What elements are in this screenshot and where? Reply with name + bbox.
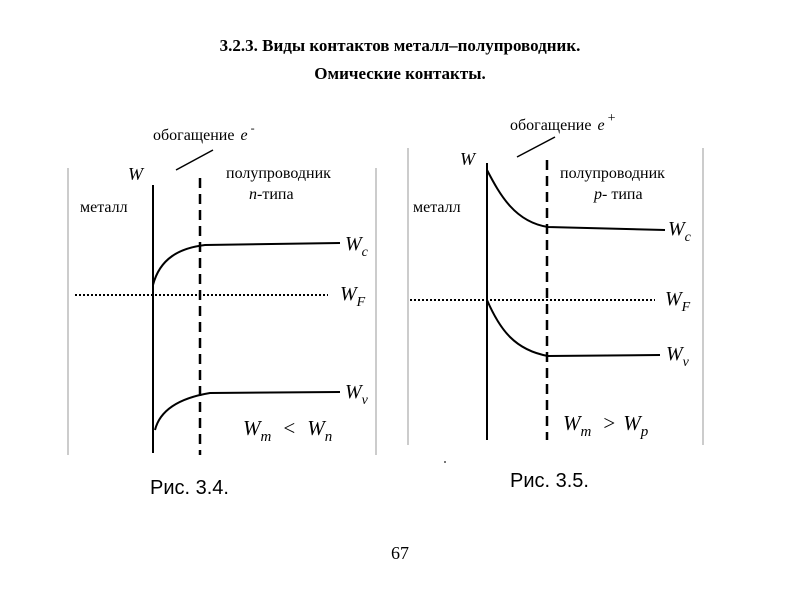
slide-title-line-2: Омические контакты. [314, 64, 486, 83]
work-function-relation: $W_m > W_p$ [563, 411, 649, 440]
metal-label: металл [80, 199, 128, 216]
figure-caption-right: Рис. 3.5. [510, 470, 589, 492]
semiconductor-type-label: n-типа [249, 186, 294, 203]
stray-dot [444, 461, 446, 463]
figure-caption-left: Рис. 3.4. [150, 477, 229, 499]
valence-band-label: $W_v$ [345, 381, 368, 408]
fermi-level-label: $W_F$ [340, 283, 366, 310]
page-number: 67 [391, 543, 409, 563]
enrichment-label: обогащение e + [510, 111, 616, 134]
semiconductor-type-label: p- типа [594, 186, 643, 203]
enrichment-pointer [517, 137, 555, 157]
fermi-level-label: $W_F$ [665, 288, 691, 315]
conduction-band-curve [153, 243, 340, 285]
work-function-relation: $W_m < W_n$ [243, 416, 333, 445]
energy-axis-label: W [460, 149, 475, 169]
conduction-band-label: $W_c$ [668, 218, 691, 245]
valence-band-curve [487, 300, 660, 356]
conduction-band-label: $W_c$ [345, 233, 368, 260]
enrichment-pointer [176, 150, 213, 170]
energy-axis-label: W [128, 164, 143, 184]
figure-left [68, 121, 376, 499]
valence-band-label: $W_v$ [666, 343, 689, 370]
metal-label: металл [413, 199, 461, 216]
enrichment-label: обогащение e - [153, 121, 255, 144]
semiconductor-label: полупроводник [560, 165, 665, 182]
semiconductor-label: полупроводник [226, 165, 331, 182]
figure-right [408, 111, 703, 492]
slide-title-line-1: 3.2.3. Виды контактов металл–полупроводник. [219, 36, 581, 55]
